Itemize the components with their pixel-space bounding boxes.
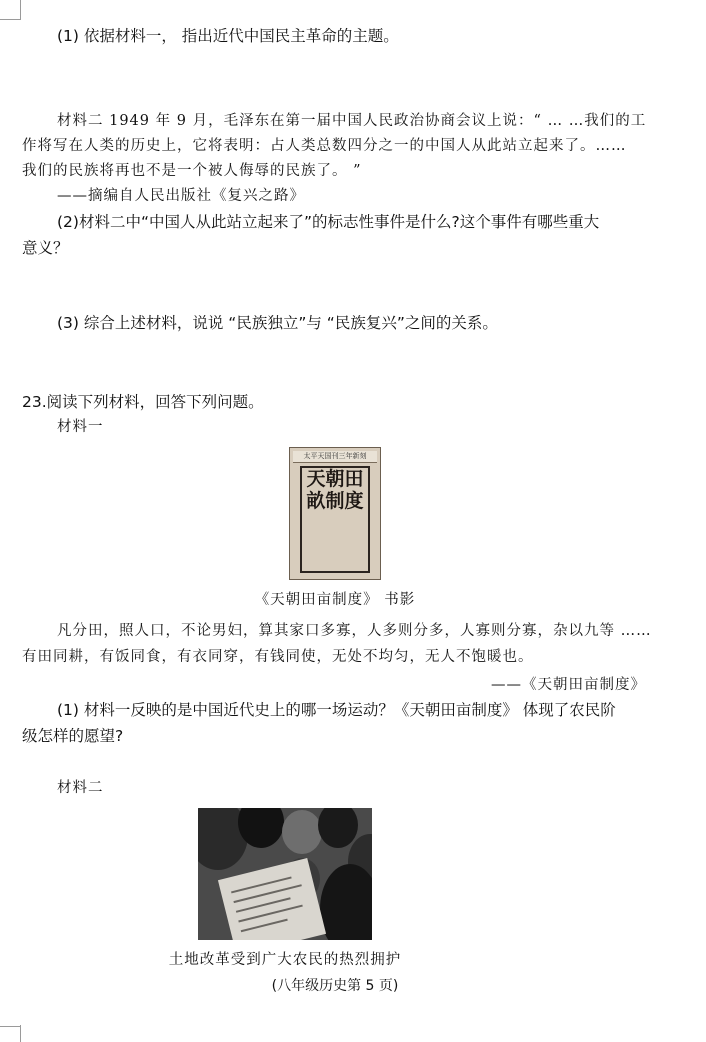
photo-caption: 土地改革受到广大农民的热烈拥护 bbox=[168, 952, 402, 968]
book-caption: 《天朝田亩制度》 书影 bbox=[254, 592, 416, 608]
question-22-3: (3) 综合上述材料，说说 “民族独立”与 “民族复兴”之间的关系。 bbox=[57, 314, 498, 332]
land-reform-photo bbox=[198, 808, 372, 940]
material-2-line-1: 材料二 1949 年 9 月，毛泽东在第一届中国人民政治协商会议上说：“ … …我们的工 bbox=[57, 113, 647, 129]
question-23-heading: 23.阅读下列材料，回答下列问题。 bbox=[22, 393, 264, 411]
quote-line-1: 凡分田，照人口，不论男妇，算其家口多寡，人多则分多，人寡则分寡，杂以九等 …… bbox=[57, 623, 652, 639]
material-2-line-3: 我们的民族将再也不是一个被人侮辱的民族了。 ” bbox=[22, 163, 362, 179]
book-cover-title: 天朝田畝制度 bbox=[306, 468, 364, 512]
material-2-label: 材料二 bbox=[57, 780, 104, 796]
question-22-2-line-2: 意义？ bbox=[22, 239, 69, 257]
crop-mark-top-left bbox=[20, 0, 21, 20]
material-2-line-2: 作将写在人类的历史上，它将表明：占人类总数四分之一的中国人从此站立起来了。…… bbox=[22, 138, 627, 154]
quote-line-2: 有田同耕，有饭同食，有衣同穿，有钱同使，无处不均匀，无人不饱暖也。 bbox=[22, 649, 534, 665]
quote-source: ——《天朝田亩制度》 bbox=[491, 677, 646, 693]
question-22-1: (1) 依据材料一， 指出近代中国民主革命的主题。 bbox=[57, 27, 399, 45]
page-footer: (八年级历史第 5 页) bbox=[271, 978, 399, 994]
question-22-2-line-1: (2)材料二中“中国人从此站立起来了”的标志性事件是什么?这个事件有哪些重大 bbox=[57, 213, 600, 231]
question-23-1-line-2: 级怎样的愿望? bbox=[22, 727, 124, 745]
crop-mark-bottom-left-h bbox=[0, 1026, 20, 1027]
crop-mark-bottom-left bbox=[20, 1025, 21, 1042]
book-cover-top-band: 太平天国刊三年新刻 bbox=[293, 451, 377, 463]
question-23-1-line-1: (1) 材料一反映的是中国近代史上的哪一场运动？《天朝田亩制度》 体现了农民阶 bbox=[57, 701, 616, 719]
book-cover-image bbox=[289, 447, 381, 580]
material-1-label: 材料一 bbox=[57, 419, 104, 435]
crop-mark-top-left-h bbox=[0, 19, 20, 20]
material-2-source: ——摘编自人民出版社《复兴之路》 bbox=[57, 188, 305, 204]
book-cover-title-frame bbox=[300, 466, 370, 573]
